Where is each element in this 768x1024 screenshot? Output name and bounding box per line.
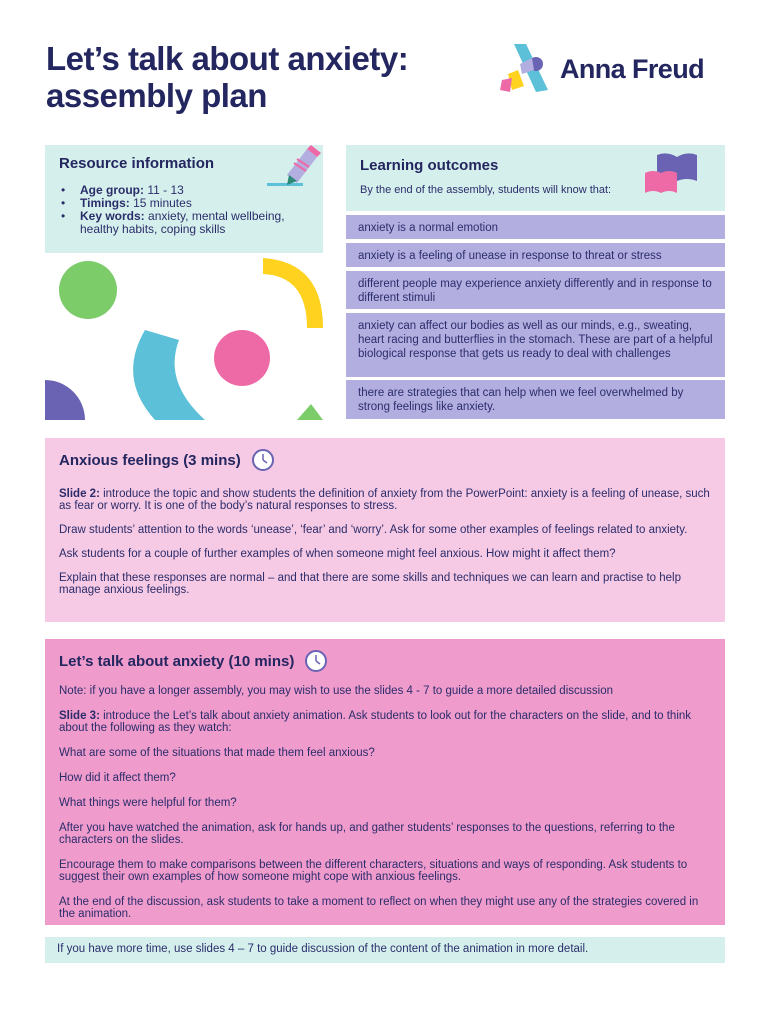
anxious-feelings-paragraph-2: Draw students’ attention to the words ‘unease’, ‘fear’ and ‘worry’. Ask for some other examples of feelings related to anxiety. — [59, 524, 688, 536]
books-icon — [643, 151, 703, 197]
shapes-illustration — [45, 258, 323, 420]
clock-icon — [251, 448, 275, 472]
title-line-2: assembly plan — [46, 77, 267, 114]
green-circle — [59, 261, 117, 319]
lets-talk-paragraph-2: After you have watched the animation, ask for hands up, and gather students’ responses to the questions, referring to the characters on the slides. — [59, 822, 675, 846]
anxious-feelings-section — [45, 438, 725, 622]
anxious-feelings-heading: Anxious feelings (3 mins) — [59, 451, 241, 469]
lets-talk-paragraph-4: At the end of the discussion, ask students to take a moment to reflect on when they might use any of the strategies covered in the animation. — [59, 896, 699, 920]
title-line-1: Let’s talk about anxiety: — [46, 40, 409, 77]
learning-outcomes-panel — [346, 145, 725, 211]
learning-outcome-item-5: there are strategies that can help when we feel overwhelmed by strong feelings like anxiety. — [346, 380, 725, 419]
age-group-label: Age group: — [80, 183, 144, 197]
resource-list — [59, 184, 309, 236]
lets-talk-question-1: What are some of the situations that made them feel anxious? — [59, 747, 375, 759]
slide-2-label: Slide 2: — [59, 488, 100, 500]
lets-talk-question-2: How did it affect them? — [59, 772, 176, 784]
anxious-feelings-paragraph-3: Ask students for a couple of further examples of when someone might feel anxious. How might it affect them? — [59, 548, 616, 560]
key-words-value: anxiety, mental wellbeing, healthy habits, coping skills — [80, 209, 285, 236]
green-triangle — [297, 404, 323, 420]
key-words-label: Key words: — [80, 209, 145, 223]
decorative-shapes — [45, 258, 323, 420]
lets-talk-heading: Let’s talk about anxiety (10 mins) — [59, 652, 295, 670]
logo-text: Anna Freud — [560, 54, 705, 84]
age-group-value: 11 - 13 — [144, 183, 184, 197]
lets-talk-question-3: What things were helpful for them? — [59, 797, 237, 809]
slide-2-text: introduce the topic and show students the definition of anxiety from the PowerPoint: anxiety is a feeling of unease, such as fear or worry. It is one of the body’s natural responses to stress. — [59, 488, 710, 512]
anxious-feelings-paragraph-4: Explain that these responses are normal – and that there are some skills and techniques we can learn and practise to help manage anxious feelings. — [59, 572, 682, 596]
learning-outcome-item-2: anxiety is a feeling of unease in response to threat or stress — [346, 243, 725, 267]
anxious-feelings-title-row — [59, 448, 711, 472]
lets-talk-note: Note: if you have a longer assembly, you may wish to use the slides 4 - 7 to guide a more detailed discussion — [59, 685, 613, 697]
anxious-feelings-paragraph-1 — [59, 488, 711, 512]
lets-talk-title-row — [59, 649, 711, 673]
learning-outcome-item-1: anxiety is a normal emotion — [346, 215, 725, 239]
learning-outcome-item-3: different people may experience anxiety differently and in response to different stimuli — [346, 271, 725, 309]
timings-value: 15 minutes — [129, 196, 192, 210]
learning-outcomes-intro: By the end of the assembly, students will know that: — [360, 184, 612, 196]
anna-freud-logo — [498, 44, 728, 96]
logo-mark-icon — [498, 44, 552, 96]
resource-information-panel — [45, 145, 323, 253]
lets-talk-paragraph-3: Encourage them to make comparisons between the different characters, situations and ways of responding. Ask students to suggest their own examples of how someone might cope with anxious feelings. — [59, 859, 688, 883]
key-words-item — [59, 210, 309, 236]
page-title — [46, 40, 476, 114]
more-time-note: If you have more time, use slides 4 – 7 to guide discussion of the content of the animation in more detail. — [45, 937, 725, 963]
learning-outcomes-heading: Learning outcomes — [360, 157, 499, 174]
timings-label: Timings: — [80, 196, 130, 210]
clock-icon — [304, 649, 328, 673]
purple-quarter-circle — [45, 380, 85, 420]
resource-heading: Resource information — [59, 155, 215, 172]
learning-outcome-item-4: anxiety can affect our bodies as well as our minds, e.g., sweating, heart racing and butterflies in the stomach. These are part of a helpful biological response that gets us ready to deal with challenges — [346, 313, 725, 377]
pink-circle — [214, 330, 270, 386]
blue-arc — [133, 330, 205, 420]
slide-3-label: Slide 3: — [59, 710, 100, 722]
lets-talk-paragraph-1 — [59, 710, 711, 734]
slide-3-text: introduce the Let’s talk about anxiety animation. Ask students to look out for the characters on the slide, and to think about the following as they watch: — [59, 710, 692, 734]
lets-talk-section — [45, 639, 725, 925]
